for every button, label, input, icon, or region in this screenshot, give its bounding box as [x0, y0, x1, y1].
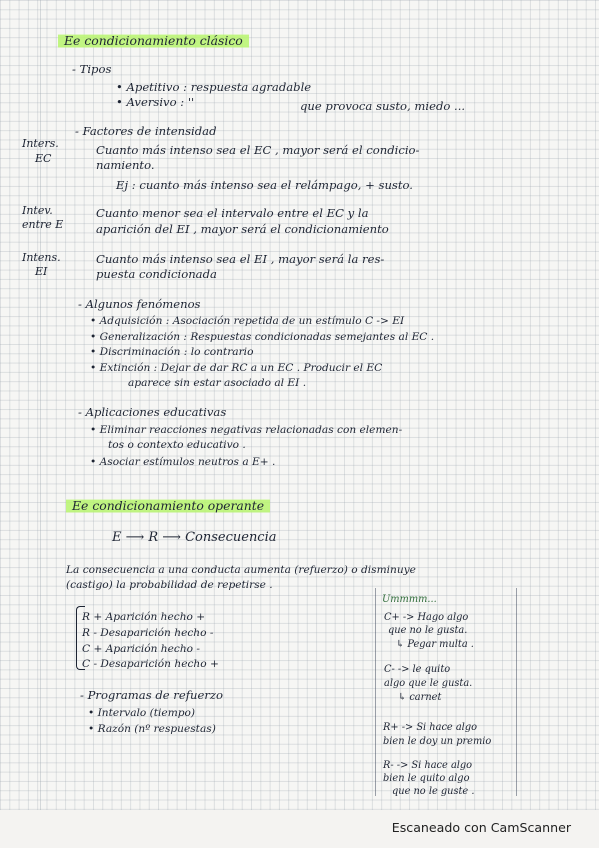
- factor2-line2: aparición del EI , mayor será el condicionamiento: [96, 222, 389, 236]
- note-r-minus-1: R- -> Si hace algo: [383, 760, 473, 771]
- aplicacion-2: • Asociar estímulos neutros a E+ .: [90, 456, 276, 468]
- operant-definition-line2: (castigo) la probabilidad de repetirse .: [66, 579, 273, 591]
- programas-heading: - Programas de refuerzo: [80, 688, 223, 702]
- note-c-plus-1: C+ -> Hago algo: [384, 612, 469, 623]
- note-r-plus-1: R+ -> Si hace algo: [383, 722, 477, 733]
- factor3-label-ei: EI: [35, 265, 48, 278]
- note-c-plus-3: ↳ Pegar multa .: [396, 639, 474, 650]
- castigo-positivo: C + Aparición hecho -: [82, 643, 200, 655]
- factor2-line1: Cuanto menor sea el intervalo entre el EC y la: [96, 206, 369, 220]
- aplicacion-1: • Eliminar reacciones negativas relacionadas con elemen-: [90, 424, 403, 436]
- tipo-aversivo-desc: que provoca susto, miedo ...: [300, 99, 466, 113]
- factor1-line1: Cuanto más intenso sea el EC , mayor será el condicio-: [96, 143, 420, 157]
- factor1-label: Inters.: [22, 137, 59, 150]
- factor1-line2: namiento.: [96, 158, 155, 172]
- note-c-minus-3: ↳ carnet: [398, 692, 442, 703]
- factor2-label: Intev.: [22, 204, 53, 217]
- factor3-label: Intens.: [22, 251, 61, 264]
- fenomeno-extincion: • Extinción : Dejar de dar RC a un EC . Producir el EC: [90, 362, 383, 374]
- note-r-minus-3: que no le guste .: [392, 786, 475, 797]
- tipo-aversivo: • Aversivo : '': [116, 95, 195, 109]
- aplicacion-1-cont: tos o contexto educativo .: [108, 439, 246, 451]
- scanner-footer: Escaneado con CamScanner: [391, 820, 571, 835]
- programa-intervalo: • Intervalo (tiempo): [88, 707, 196, 719]
- factor1-label-ec: EC: [35, 152, 52, 165]
- factor1-example: Ej : cuanto más intenso sea el relámpago, + susto.: [116, 178, 413, 192]
- note-r-plus-2: bien le doy un premio: [383, 736, 492, 747]
- note-c-minus-2: algo que le gusta.: [384, 678, 473, 689]
- operant-formula: E ⟶ R ⟶ Consecuencia: [112, 530, 277, 545]
- factor2-label-entre: entre E: [22, 218, 64, 231]
- programa-razon: • Razón (nº respuestas): [88, 723, 216, 735]
- margin-line: [40, 0, 41, 810]
- note-c-minus-1: C- -> le quito: [384, 664, 451, 675]
- refuerzo-positivo: R + Aparición hecho +: [82, 611, 206, 623]
- factores-heading: - Factores de intensidad: [75, 124, 217, 138]
- tipos-heading: - Tipos: [72, 62, 112, 76]
- note-heading: Ummmm...: [382, 594, 437, 605]
- factor3-line2: puesta condicionada: [96, 267, 217, 281]
- aplicaciones-heading: - Aplicaciones educativas: [78, 405, 227, 419]
- note-r-minus-2: bien le quito algo: [383, 773, 470, 784]
- note-c-plus-2: que no le gusta.: [388, 625, 468, 636]
- fenomeno-extincion-cont: aparece sin estar asociado al EI .: [128, 377, 307, 389]
- tipo-apetitivo: • Apetitivo : respuesta agradable: [116, 80, 312, 94]
- section-title-classical: Ee condicionamiento clásico: [58, 33, 249, 48]
- fenomeno-adquisicion: • Adquisición : Asociación repetida de un estímulo C -> EI: [90, 315, 405, 327]
- operant-definition-line1: La consecuencia a una conducta aumenta (refuerzo) o disminuye: [66, 564, 416, 576]
- refuerzo-negativo: R - Desaparición hecho -: [82, 627, 214, 639]
- fenomenos-heading: - Algunos fenómenos: [78, 297, 201, 311]
- fenomeno-generalizacion: • Generalización : Respuestas condicionadas semejantes al EC .: [90, 331, 435, 343]
- castigo-negativo: C - Desaparición hecho +: [82, 658, 219, 670]
- fenomeno-discriminacion: • Discriminación : lo contrario: [90, 346, 254, 358]
- section-title-operant: Ee condicionamiento operante: [66, 498, 270, 513]
- factor3-line1: Cuanto más intenso sea el EI , mayor será la res-: [96, 252, 385, 266]
